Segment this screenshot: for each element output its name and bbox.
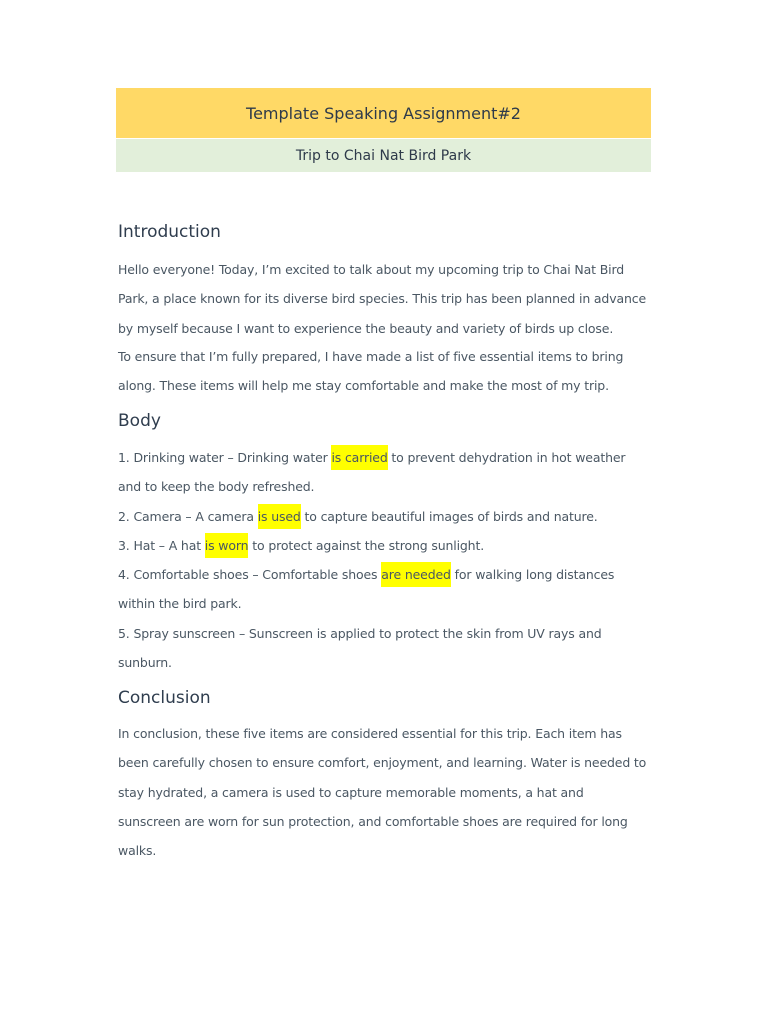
conclusion-paragraph: In conclusion, these five items are considered essential for this trip. Each item has been carefully chosen to ensure comfort, enjoyment, and learning. Water is needed to stay hydrated, a camera is used to capture memorable moments, a hat and sunscreen are worn for sun protection, and comfortable shoes are required for long walks. — [118, 726, 647, 859]
list-item: 4. Comfortable shoes – Comfortable shoes are needed for walking long distances within the bird park. — [118, 560, 648, 619]
highlighted-phrase: is worn — [205, 533, 249, 558]
subtitle-banner — [116, 139, 651, 172]
list-item: 5. Spray sunscreen – Sunscreen is applied to protect the skin from UV rays and sunburn. — [118, 625, 602, 671]
list-item: 2. Camera – A camera is used to capture beautiful images of birds and nature. — [118, 502, 648, 531]
document-title: Template Speaking Assignment#2 — [246, 103, 521, 123]
list-item: 1. Drinking water – Drinking water is carried to prevent dehydration in hot weather and to keep the body refreshed. — [118, 443, 648, 502]
conclusion-heading: Conclusion — [118, 688, 211, 708]
highlighted-phrase: is used — [258, 504, 301, 529]
body-list — [118, 443, 648, 677]
introduction-paragraph-2: To ensure that I’m fully prepared, I have made a list of five essential items to bring along. These items will help me stay comfortable and make the most of my trip. — [118, 349, 624, 394]
body-heading: Body — [118, 411, 161, 431]
list-item: 3. Hat – A hat is worn to protect against the strong sunlight. — [118, 531, 648, 560]
document-subtitle: Trip to Chai Nat Bird Park — [295, 147, 472, 164]
highlighted-phrase: are needed — [381, 562, 451, 587]
highlighted-phrase: is carried — [331, 445, 387, 470]
introduction-paragraph-1: Hello everyone! Today, I’m excited to talk about my upcoming trip to Chai Nat Bird Park, a place known for its diverse bird species. This trip has been planned in advance by myself because I want to experience the beauty and variety of birds up close. — [118, 262, 647, 336]
introduction-heading: Introduction — [118, 222, 221, 242]
title-banner — [116, 88, 651, 138]
